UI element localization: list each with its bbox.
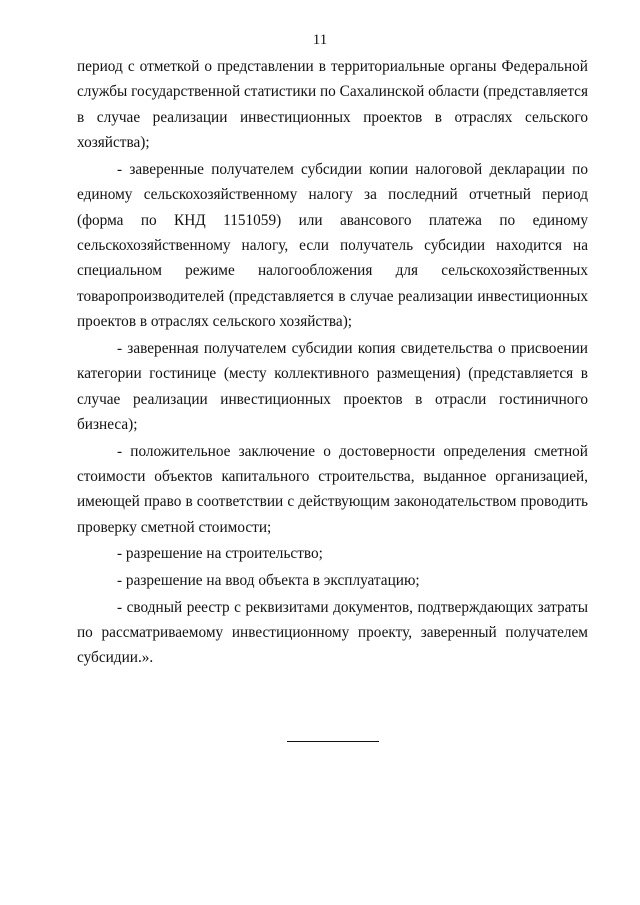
document-body: [77, 54, 588, 672]
list-item-commissioning-permit: - разрешение на ввод объекта в эксплуатацию;: [117, 572, 420, 590]
paragraph-continuation: период с отметкой о представлении в территориальные органы Федеральной службы государственной статистики по Сахалинской области (представляется в случае реализации инвестиционных проектов в отраслях сельского хозяйства);: [77, 58, 589, 152]
list-item-construction-permit: - разрешение на строительство;: [117, 545, 323, 563]
list-item-estimate-conclusion: - положительное заключение о достоверности определения сметной стоимости объектов капитального строительства, выданное организацией, имеющей право в соответствии с действующим законодательством проводить проверку сметной стоимости;: [77, 442, 588, 536]
end-divider-line: [287, 741, 379, 742]
list-item-expense-registry: - сводный реестр с реквизитами документов, подтверждающих затраты по рассматриваемому инвестиционному проекту, заверенный получателем субсидии.».: [77, 598, 588, 667]
list-item-hotel-category-certificate: - заверенная получателем субсидии копия свидетельства о присвоении категории гостинице (месту коллективного размещения) (представляется в случае реализации инвестиционных проектов в отрасли гостиничного бизнеса);: [77, 339, 588, 434]
page-number: 11: [312, 32, 328, 48]
list-item-tax-declaration: - заверенные получателем субсидии копии налоговой декларации по единому сельскохозяйственному налогу за последний отчетный период (форма по КНД 1151059) или авансового платежа по единому сельскохозяйственному налогу, если получатель субсидии находится на специальном режиме налогообложения для сельскохозяйственных товаропроизводителей (представляется в случае реализации инвестиционных проектов в отраслях сельского хозяйства);: [77, 160, 588, 331]
